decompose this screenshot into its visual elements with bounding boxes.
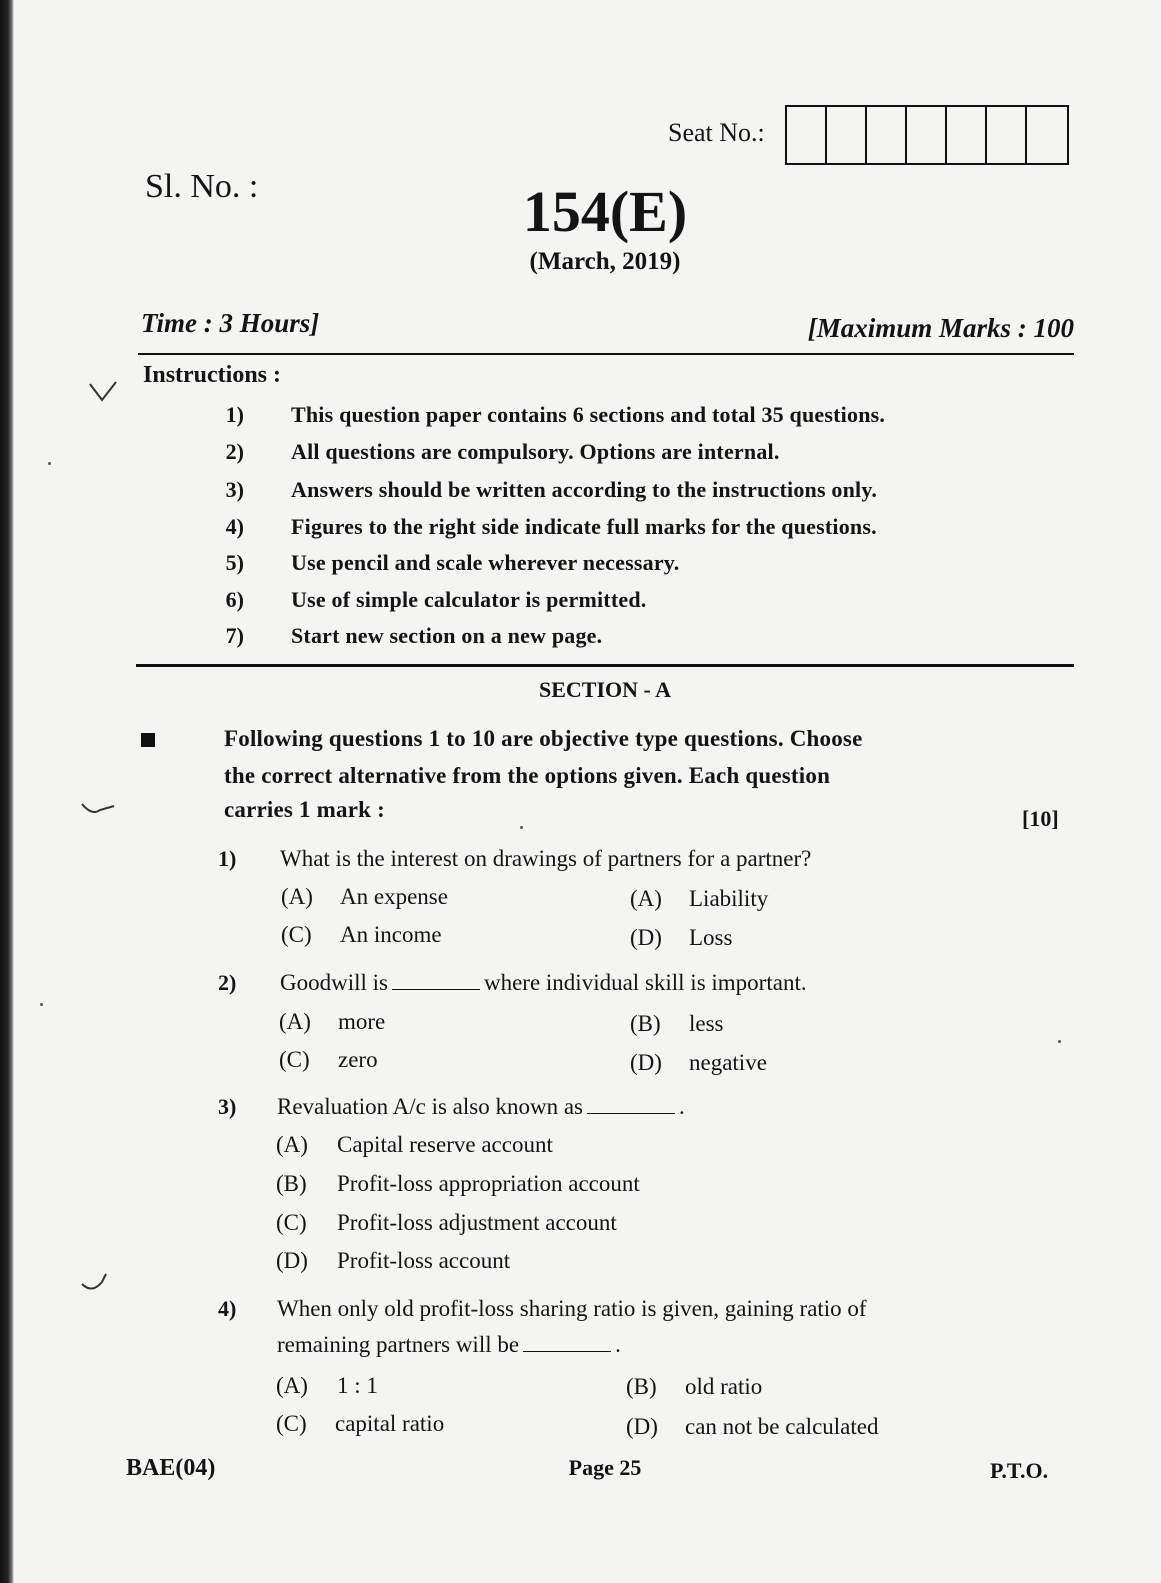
option-letter: (A) [281, 884, 313, 909]
section-instruction-line: Following questions 1 to 10 are objective type questions. Choose [224, 726, 863, 751]
option-text: zero [338, 1047, 378, 1072]
option-text: Profit-loss appropriation account [337, 1171, 640, 1196]
question-number: 3) [218, 1094, 237, 1119]
question-text [277, 1094, 685, 1120]
option-text: Profit-loss adjustment account [337, 1210, 617, 1235]
answer-blank [587, 1095, 675, 1114]
option-text: An expense [340, 884, 448, 909]
square-bullet-icon [141, 733, 155, 747]
question-text-part: . [679, 1094, 685, 1119]
question-text-part: . [615, 1332, 621, 1357]
time-allowed: Time : 3 Hours] [141, 308, 320, 338]
option-text: more [338, 1009, 386, 1034]
seat-number-box [907, 107, 947, 163]
maximum-marks: [Maximum Marks : 100 [807, 313, 1074, 343]
instruction-number: 7) [225, 623, 244, 648]
option-letter: (C) [281, 922, 312, 947]
instruction-number: 2) [225, 439, 244, 464]
option-text: 1 : 1 [337, 1373, 378, 1398]
question-number: 1) [218, 846, 237, 871]
please-turn-over: P.T.O. [990, 1458, 1049, 1483]
instruction-number: 5) [225, 550, 244, 575]
option-letter: (C) [279, 1047, 310, 1072]
question-text-part: Revaluation A/c is also known as [277, 1094, 583, 1119]
pen-tick-mark-icon [88, 378, 120, 408]
option-text: Loss [689, 925, 733, 950]
option-text: Profit-loss account [337, 1248, 511, 1273]
scan-speck [40, 1003, 43, 1006]
question-number: 2) [218, 970, 237, 995]
section-instruction-line: the correct alternative from the options given. Each question [224, 763, 831, 788]
seat-number-box [987, 107, 1027, 163]
instructions-divider [136, 664, 1074, 667]
question-text: What is the interest on drawings of partners for a partner? [280, 846, 812, 871]
scan-speck [48, 462, 51, 465]
course-code: BAE(04) [126, 1455, 216, 1481]
option-text: old ratio [685, 1374, 763, 1399]
seat-number-box [787, 107, 827, 163]
seat-number-box [867, 107, 907, 163]
option-letter: (D) [630, 1050, 662, 1075]
option-text: less [689, 1011, 724, 1036]
option-text: An income [340, 922, 442, 947]
instruction-number: 1) [225, 402, 244, 427]
instruction-number: 4) [225, 514, 244, 539]
seat-number-boxes [785, 105, 1069, 165]
scan-speck [1058, 1040, 1061, 1043]
instruction-number: 6) [225, 587, 244, 612]
option-letter: (B) [626, 1374, 657, 1399]
seat-number-box [827, 107, 867, 163]
option-letter: (D) [276, 1248, 308, 1273]
instruction-text: Answers should be written according to the instructions only. [291, 477, 878, 502]
question-text [280, 970, 807, 996]
instructions-heading: Instructions : [143, 362, 282, 388]
seat-number-box [947, 107, 987, 163]
instruction-text: All questions are compulsory. Options are internal. [291, 439, 780, 464]
paper-code: 154(E) [522, 179, 688, 244]
instruction-text: Use pencil and scale wherever necessary. [291, 550, 680, 575]
exam-date: (March, 2019) [529, 248, 681, 275]
option-text: Liability [689, 886, 769, 911]
scan-speck [520, 826, 523, 829]
option-letter: (A) [276, 1373, 308, 1398]
section-instruction-line: carries 1 mark : [224, 797, 385, 822]
option-letter: (B) [630, 1011, 661, 1036]
option-text: Capital reserve account [337, 1132, 553, 1157]
seat-number-box [1027, 107, 1067, 163]
section-title: SECTION - A [538, 677, 672, 702]
serial-number-label: Sl. No. : [145, 168, 259, 205]
option-text: negative [689, 1050, 767, 1075]
answer-blank [392, 971, 480, 990]
pen-tick-mark-icon [80, 1272, 110, 1298]
instruction-text: Use of simple calculator is permitted. [291, 587, 647, 612]
option-letter: (A) [276, 1132, 308, 1157]
question-text-part: remaining partners will be [277, 1332, 520, 1357]
pen-tick-mark-icon [80, 800, 116, 822]
option-letter: (A) [279, 1009, 311, 1034]
option-text: can not be calculated [685, 1414, 879, 1439]
option-letter: (A) [630, 886, 662, 911]
option-letter: (D) [630, 925, 662, 950]
page-number: Page 25 [568, 1455, 642, 1480]
question-text-continued [277, 1332, 621, 1358]
instruction-number: 3) [225, 477, 244, 502]
option-letter: (C) [276, 1411, 307, 1436]
header-divider [138, 353, 1074, 355]
instruction-text: Start new section on a new page. [291, 623, 603, 648]
option-letter: (D) [626, 1414, 658, 1439]
question-text: When only old profit-loss sharing ratio is given, gaining ratio of [277, 1296, 867, 1321]
option-text: capital ratio [335, 1411, 445, 1436]
section-marks: [10] [1022, 806, 1059, 831]
question-text-part: Goodwill is [280, 970, 388, 995]
instruction-text: This question paper contains 6 sections and total 35 questions. [291, 402, 886, 427]
question-text-part: where individual skill is important. [483, 970, 807, 995]
seat-number-label: Seat No.: [668, 118, 765, 147]
option-letter: (B) [276, 1171, 307, 1196]
instruction-text: Figures to the right side indicate full marks for the questions. [291, 514, 877, 539]
option-letter: (C) [276, 1210, 307, 1235]
question-number: 4) [218, 1296, 237, 1321]
answer-blank [523, 1333, 611, 1352]
